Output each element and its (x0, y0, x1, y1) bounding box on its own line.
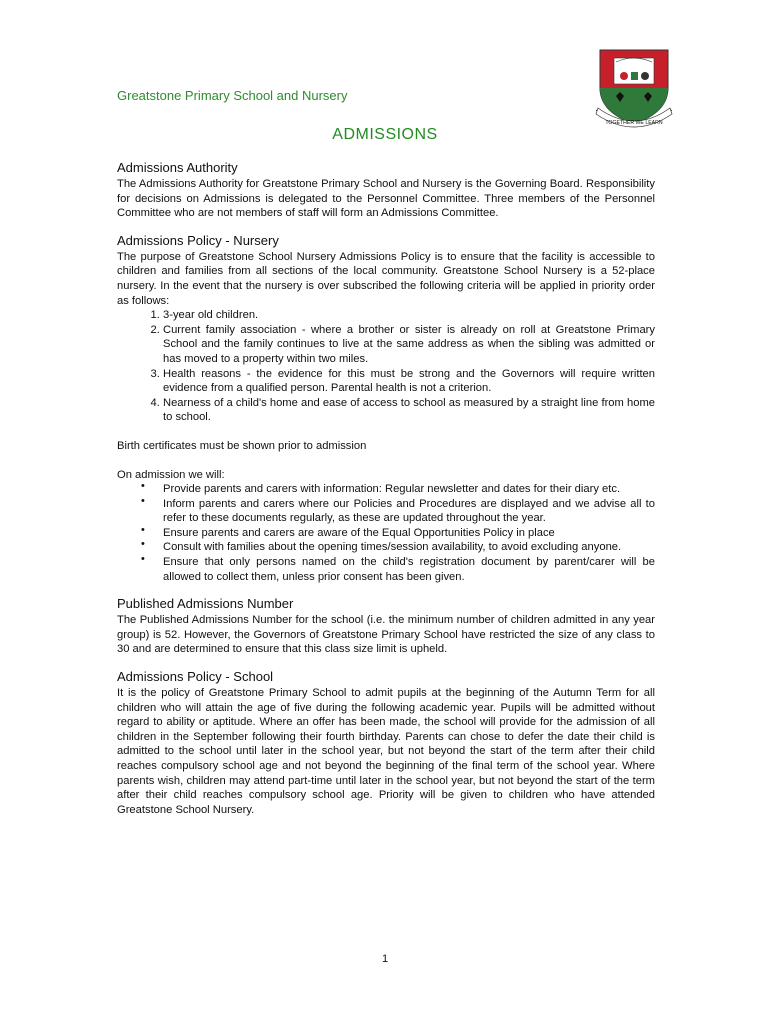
on-admission-intro: On admission we will: (117, 468, 225, 481)
section-heading: Admissions Policy - School (117, 669, 274, 685)
list-item: 3. Health reasons - the evidence for this must be strong and the Governors will require written evidence from a qualified person. Parental health is not a criterion. (163, 367, 655, 396)
section-paragraph: It is the policy of Greatstone Primary School to admit pupils at the beginning of the Autumn Term for all children who will attain the age of five during the following academic year. Pupils will be admitted without regard to ability or aptitude. Where an offer has been made, the school will provide for the admission of all children in the September following their fourth birthday. Parents can chose to defer the date their child is admitted to the school until later in the school year, but not beyond the start of the term after their child reaches compulsory school age and not beyond the beginning of the final term of the school year. Where parents wish, children may attend part-time until later in the school year, but not beyond the start of the term after their child reaches compulsory school age. Priority will be given to children who have attended Greatstone School Nursery. (117, 687, 655, 816)
school-crest-logo (594, 44, 674, 128)
criteria-list (117, 308, 655, 425)
section-published-admissions-number (117, 596, 655, 657)
admission-bullet-list (117, 482, 655, 584)
section-heading: Admissions Authority (117, 160, 238, 175)
section-paragraph: The purpose of Greatstone School Nursery Admissions Policy is to ensure that the facility is accessible to children and families from all sections of the local community. Greatstone School Nursery is a 52-place nursery. In the event that the nursery is over subscribed the following criteria will be applied in priority order as follows: (117, 250, 655, 307)
list-item (141, 538, 655, 555)
bullet-icon: • (141, 553, 145, 566)
bullet-icon: • (141, 494, 145, 507)
bullet-icon: • (141, 480, 145, 493)
bullet-icon: • (141, 538, 145, 551)
section-policy-nursery (117, 233, 655, 584)
list-item (141, 480, 655, 497)
page-title: ADMISSIONS (332, 126, 438, 143)
list-item: 4. Nearness of a child's home and ease of access to school as measured by a straight line from home to school. (163, 396, 655, 425)
list-item-text: Ensure that only persons named on the child's registration document by parent/carer will be allowed to collect them, unless prior consent has been given. (163, 556, 655, 583)
list-item: 2. Current family association - where a brother or sister is already on roll at Greatstone Primary School and the family continues to live at the same address as when the sibling was admitted or has moved to a property within two miles. (163, 323, 655, 367)
list-item-text: Consult with families about the opening times/session availability, to avoid excluding anyone. (163, 541, 622, 554)
list-item-text: Ensure parents and carers are aware of the Equal Opportunities Policy in place (163, 526, 555, 539)
list-item: 1. 3-year old children. (163, 308, 655, 323)
section-paragraph: The Published Admissions Number for the school (i.e. the minimum number of children admitted in any year group) is 52. However, the Governors of Greatstone Primary School have restricted the size of any class to 30 and are determined to ensure that this class size limit is upheld. (117, 614, 655, 656)
list-item (141, 523, 655, 541)
section-admissions-authority (117, 160, 655, 221)
school-name: Greatstone Primary School and Nursery (117, 88, 348, 103)
section-policy-school (117, 669, 655, 817)
list-item-text: Inform parents and carers where our Policies and Procedures are displayed and we advise all to refer to these documents regularly, as these are updated throughout the year. (163, 497, 655, 525)
birth-certificate-note: Birth certificates must be shown prior to admission (117, 439, 367, 452)
section-paragraph: The Admissions Authority for Greatstone Primary School and Nursery is the Governing Board. Responsibility for decisions on Admissions is delegated to the Personnel Committee. Three members of the Personnel Committee who are not members of staff will form an Admissions Committee. (117, 178, 655, 220)
document-body (117, 160, 655, 829)
crest-motto: TOGETHER WE LEARN (605, 120, 663, 126)
section-heading: Admissions Policy - Nursery (117, 232, 279, 248)
list-item-text: Provide parents and carers with information: Regular newsletter and dates for their diary etc. (163, 483, 621, 496)
list-item (141, 553, 655, 584)
bullet-icon: • (141, 523, 145, 536)
list-item (141, 494, 655, 526)
section-heading: Published Admissions Number (117, 596, 294, 612)
page-number: 1 (381, 953, 389, 965)
